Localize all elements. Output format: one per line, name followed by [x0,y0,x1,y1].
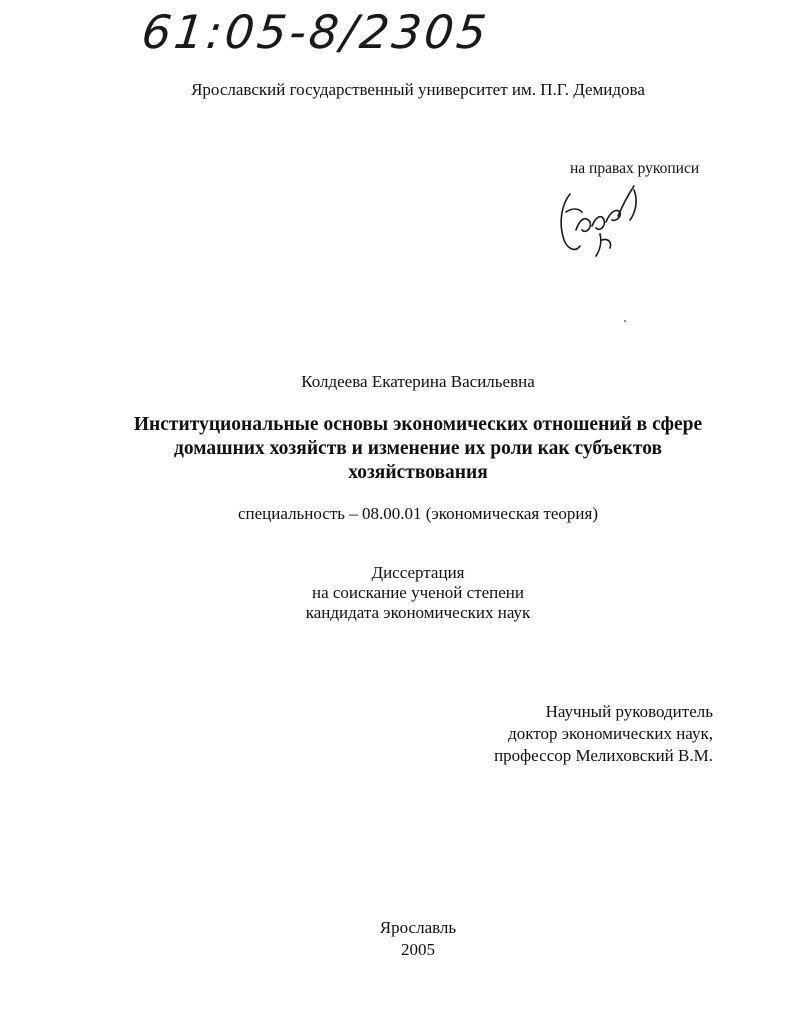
university-name: Ярославский государственный университет им. П.Г. Демидова [191,80,645,99]
title-line: домашних хозяйств и изменение их роли как субъектов [173,438,663,459]
archive-number [139,2,522,62]
supervisor-degree: доктор экономических наук, [508,724,713,743]
specialty: специальность – 08.00.01 (экономическая теория) [237,504,599,523]
title-line: хозяйствования [348,462,488,483]
signature-image [556,182,646,260]
supervisor-block [440,701,713,767]
manuscript-note: на правах рукописи [570,160,700,177]
archive-number-text: 61:05-8/2305 [139,5,492,59]
title-line: Институциональные основы экономических отношений в сфере [133,414,703,435]
author-name: Колдеева Екатерина Васильевна [301,372,535,391]
footer-block [0,917,799,961]
dissertation-info [0,563,799,623]
dissertation-degree: кандидата экономических наук [305,603,531,622]
city: Ярославль [379,918,457,937]
dissertation-type: Диссертация [371,563,465,582]
scan-speck [624,320,626,322]
year: 2005 [401,940,435,959]
supervisor-name: профессор Мелиховский В.М. [494,746,713,765]
supervisor-role: Научный руководитель [545,702,713,721]
dissertation-purpose: на соискание ученой степени [311,583,525,602]
dissertation-title [110,413,726,485]
